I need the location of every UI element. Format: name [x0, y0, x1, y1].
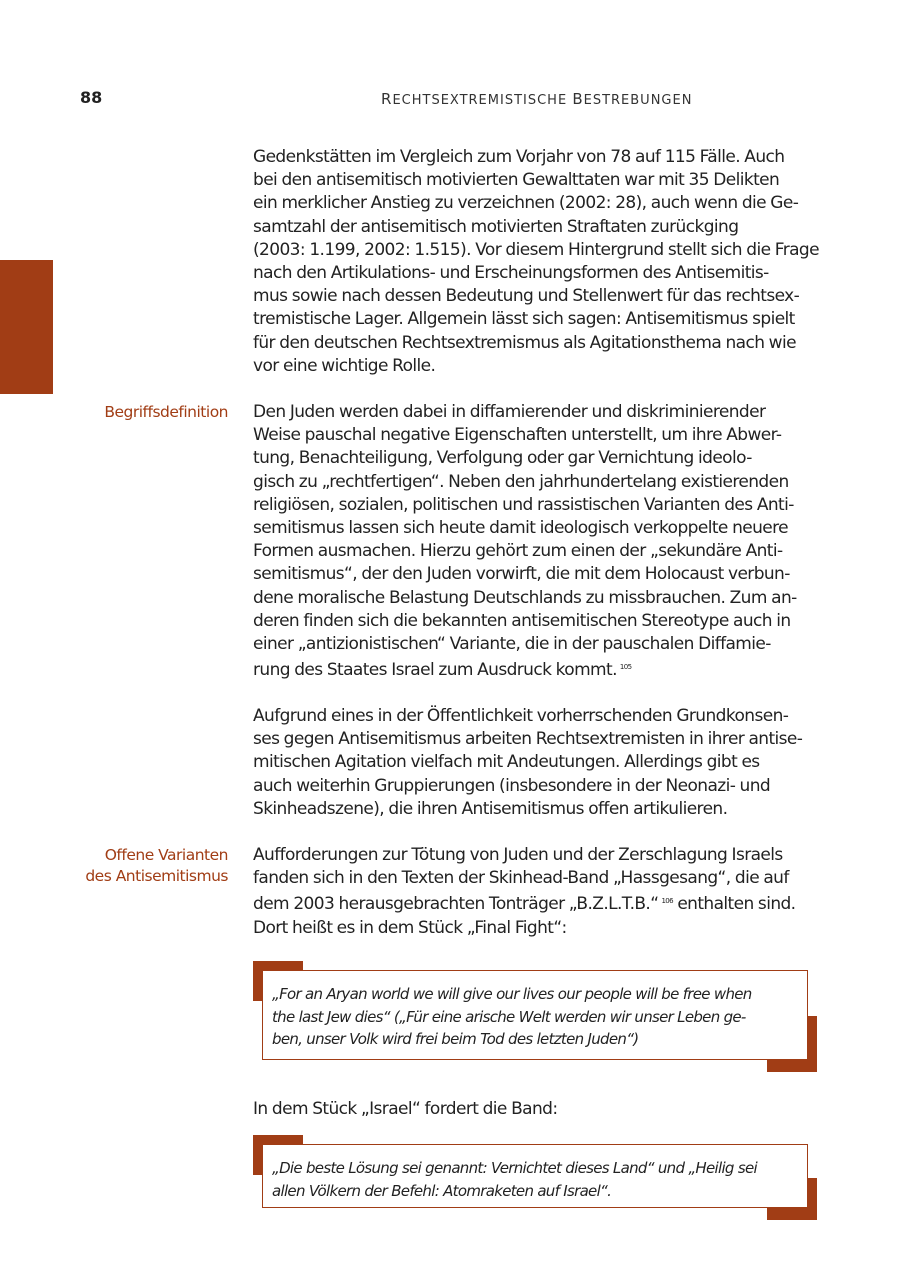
- running-head-initial-b: B: [572, 90, 584, 108]
- text-line: auch weiterhin Gruppierungen (insbesondere in der Neonazi- und: [253, 775, 771, 796]
- paragraph-3: [253, 705, 818, 821]
- text-line: mitischen Agitation vielfach mit Andeutungen. Allerdings gibt es: [253, 752, 760, 773]
- text-line: Den Juden werden dabei in diffamierender und diskriminierender: [253, 402, 766, 422]
- quote-box-final-fight: [253, 961, 817, 1072]
- text-line: ses gegen Antisemitismus arbeiten Rechtsextremisten in ihrer antise-: [253, 729, 803, 750]
- text-line: bei den antisemitisch motivierten Gewalttaten war mit 35 Delikten: [253, 170, 780, 191]
- running-head: [381, 90, 692, 108]
- paragraph-5: [253, 1098, 818, 1121]
- text-line: fanden sich in den Texten der Skinhead-Band „Hassgesang“, die auf: [253, 868, 789, 889]
- text-line: Gedenkstätten im Vergleich zum Vorjahr von 78 auf 115 Fälle. Auch: [253, 147, 785, 167]
- margin-note-text: Begriffsdefinition: [104, 403, 228, 421]
- margin-note-begriffsdefinition: [58, 402, 228, 423]
- margin-note-offene-varianten: [58, 845, 228, 887]
- text-line: tremistische Lager. Allgemein lässt sich sagen: Antisemitismus spielt: [253, 309, 795, 330]
- quote-box-israel: [253, 1135, 817, 1220]
- text-line: deren finden sich die bekannten antisemitischen Stereotype auch in: [253, 610, 791, 631]
- text-line: Formen ausmachen. Hierzu gehört zum einen der „sekundäre Anti-: [253, 541, 783, 562]
- quote-line: allen Völkern der Befehl: Atomraketen auf Israel“.: [272, 1181, 612, 1200]
- page-number: 88: [80, 88, 103, 107]
- text-line: [253, 890, 818, 916]
- quote-text: [262, 1144, 808, 1208]
- margin-note-line: des Antisemitismus: [85, 867, 228, 885]
- quote-accent-right: [808, 1178, 817, 1220]
- quote-line: ben, unser Volk wird frei beim Tod des letzten Juden“): [272, 1030, 639, 1048]
- text-line: gisch zu „rechtfertigen“. Neben den jahrhundertelang existierenden: [253, 471, 789, 492]
- text-line: einer „antizionistischen“ Variante, die in der pauschalen Diffamie-: [253, 634, 771, 655]
- text-line: Aufgrund eines in der Öffentlichkeit vorherrschenden Grundkonsen-: [253, 706, 789, 726]
- paragraph-4: [253, 844, 818, 940]
- paragraph-2: [253, 401, 818, 682]
- paragraph-1: [253, 146, 818, 378]
- text-line: für den deutschen Rechtsextremismus als Agitationsthema nach wie: [253, 332, 796, 353]
- running-head-part-2: ESTREBUNGEN: [583, 93, 693, 108]
- text-line: Skinheadszene), die ihren Antisemitismus offen artikulieren.: [253, 798, 728, 819]
- quote-line: the last Jew dies“ („Für eine arische Welt werden wir unser Leben ge-: [272, 1007, 746, 1026]
- quote-line: „Die beste Lösung sei genannt: Vernichtet dieses Land“ und „Heilig sei: [272, 1159, 757, 1177]
- margin-note-line: Offene Varianten: [104, 846, 228, 864]
- footnote-marker-106[interactable]: 106: [661, 897, 674, 906]
- quote-text: [262, 970, 808, 1060]
- text-line: Weise pauschal negative Eigenschaften unterstellt, um ihre Abwer-: [253, 425, 782, 446]
- text-line: religiösen, sozialen, politischen und rassistischen Varianten des Anti-: [253, 494, 794, 515]
- text-line: dene moralische Belastung Deutschlands zu missbrauchen. Zum an-: [253, 587, 797, 608]
- side-color-bar: [0, 260, 53, 394]
- quote-accent-left: [253, 961, 262, 1001]
- text-fragment: enthalten sind.: [673, 894, 796, 915]
- quote-accent-left: [253, 1135, 262, 1175]
- text-line: (2003: 1.199, 2002: 1.515). Vor diesem Hintergrund stellt sich die Frage: [253, 239, 819, 260]
- footnote-marker-105[interactable]: 105: [619, 663, 632, 672]
- text-fragment: dem 2003 herausgebrachten Tonträger „B.Z.L.T.B.“: [253, 894, 659, 915]
- text-fragment: rung des Staates Israel zum Ausdruck kommt.: [253, 660, 617, 681]
- text-line: In dem Stück „Israel“ fordert die Band:: [253, 1099, 558, 1119]
- text-line: vor eine wichtige Rolle.: [253, 355, 436, 376]
- text-line: [253, 656, 818, 682]
- quote-line: „For an Aryan world we will give our lives our people will be free when: [272, 985, 752, 1003]
- running-head-initial-r: R: [381, 90, 393, 108]
- text-line: samtzahl der antisemitisch motivierten Straftaten zurückging: [253, 216, 739, 237]
- running-head-part-1: ECHTSEXTREMISTISCHE: [392, 93, 573, 108]
- text-line: Aufforderungen zur Tötung von Juden und der Zerschlagung Israels: [253, 845, 783, 865]
- text-line: semitismus lassen sich heute damit ideologisch verkoppelte neuere: [253, 518, 789, 539]
- quote-accent-right: [808, 1016, 817, 1072]
- text-line: mus sowie nach dessen Bedeutung und Stellenwert für das rechtsex-: [253, 286, 800, 307]
- text-line: tung, Benachteiligung, Verfolgung oder gar Vernichtung ideolo-: [253, 448, 752, 469]
- text-line: nach den Artikulations- und Erscheinungsformen des Antisemitis-: [253, 263, 769, 284]
- text-line: semitismus“, der den Juden vorwirft, die mit dem Holocaust verbun-: [253, 564, 790, 585]
- text-line: Dort heißt es in dem Stück „Final Fight“:: [253, 917, 567, 938]
- text-line: ein merklicher Anstieg zu verzeichnen (2002: 28), auch wenn die Ge-: [253, 193, 799, 214]
